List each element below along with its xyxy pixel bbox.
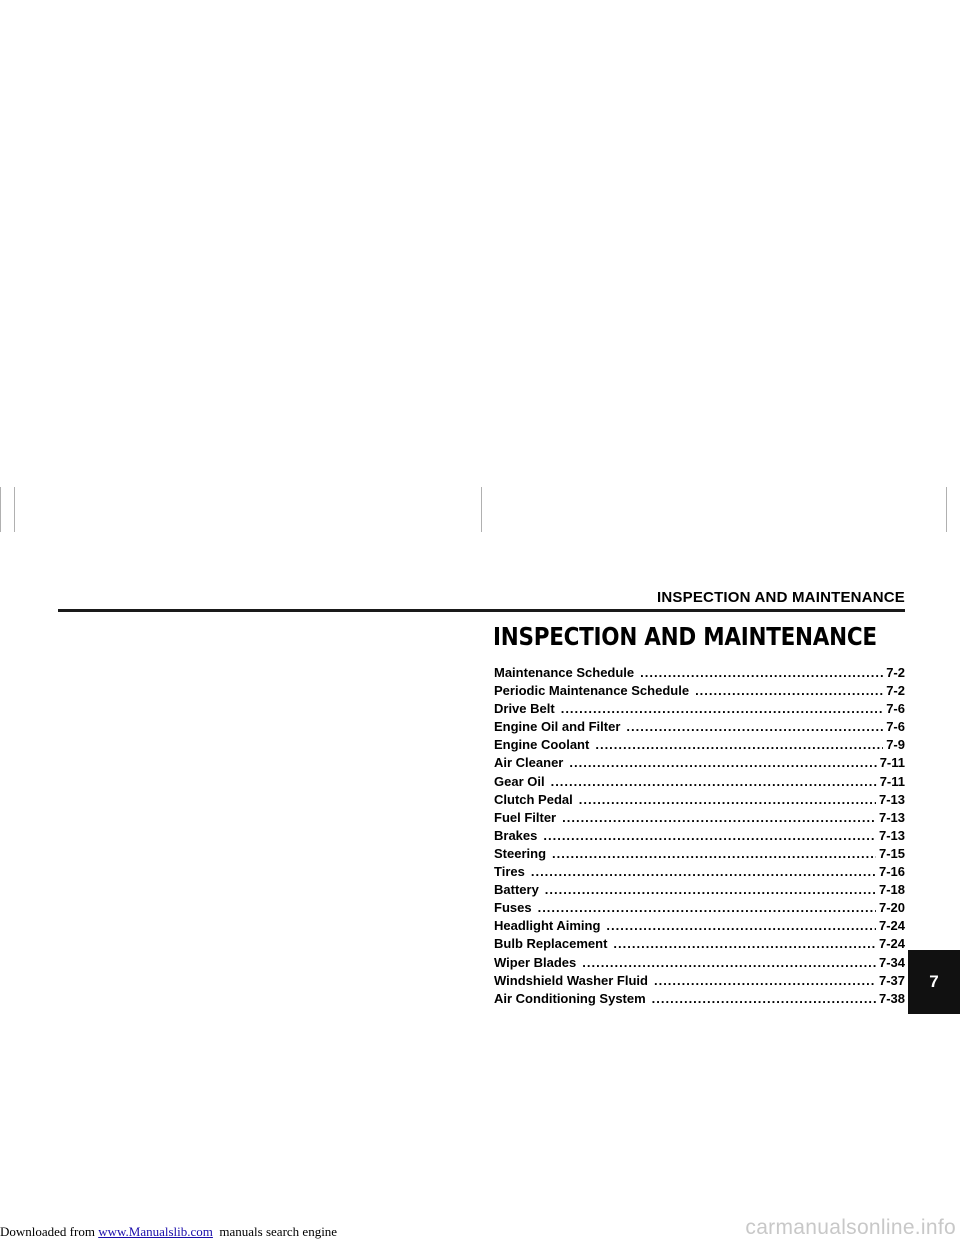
toc-entry[interactable]	[494, 864, 905, 882]
toc-entry-label: Headlight Aiming	[494, 918, 601, 934]
toc-entry-page: 7-9	[886, 737, 905, 753]
toc-entry[interactable]	[494, 683, 905, 701]
toc-entry-label: Tires	[494, 864, 525, 880]
toc-entry-label: Gear Oil	[494, 773, 545, 789]
chapter-tab	[908, 950, 960, 1014]
crop-mark	[481, 487, 482, 532]
toc-entry[interactable]	[494, 973, 905, 991]
toc-entry-label: Fuses	[494, 900, 532, 916]
footer	[0, 1224, 337, 1240]
manualslib-link[interactable]: www.Manualslib.com	[98, 1224, 213, 1239]
toc-entry[interactable]	[494, 719, 905, 737]
toc-leader-dots	[545, 882, 876, 897]
toc-entry-page: 7-11	[879, 755, 905, 771]
toc-entry[interactable]	[494, 737, 905, 755]
toc-entry-label: Air Cleaner	[494, 755, 564, 771]
toc-entry[interactable]	[494, 792, 905, 810]
toc-entry-page: 7-2	[886, 683, 905, 699]
toc-leader-dots	[561, 701, 884, 716]
toc-leader-dots	[531, 864, 876, 879]
toc-entry-label: Maintenance Schedule	[494, 665, 635, 680]
toc-entry-label: Engine Coolant	[494, 737, 590, 753]
toc-entry-page: 7-37	[878, 972, 905, 988]
crop-mark	[0, 487, 1, 532]
toc-leader-dots	[695, 683, 883, 698]
toc-entry[interactable]	[494, 828, 905, 846]
toc-entry-label: Clutch Pedal	[494, 791, 573, 807]
watermark: carmanualsonline.info	[745, 1216, 956, 1239]
toc-entry-label: Battery	[494, 882, 539, 898]
toc-entry[interactable]	[494, 991, 905, 1009]
footer-prefix: Downloaded from	[0, 1224, 99, 1239]
table-of-contents	[494, 665, 905, 1009]
toc-entry-label: Engine Oil and Filter	[494, 719, 621, 735]
toc-entry-label: Steering	[494, 845, 547, 861]
toc-entry[interactable]	[494, 701, 905, 719]
toc-entry-page: 7-6	[886, 719, 905, 735]
toc-entry-page: 7-34	[878, 954, 905, 970]
toc-entry-label: Brakes	[494, 827, 538, 843]
footer-suffix: manuals search engine	[212, 1224, 338, 1239]
header-rule	[58, 609, 905, 612]
toc-leader-dots	[613, 936, 876, 951]
toc-leader-dots	[582, 955, 876, 970]
toc-entry-label: Wiper Blades	[494, 954, 577, 970]
toc-entry-label: Bulb Replacement	[494, 936, 608, 952]
toc-entry-page: 7-11	[879, 773, 905, 789]
toc-entry-page: 7-13	[878, 791, 905, 807]
toc-entry-page: 7-20	[878, 900, 905, 916]
toc-entry-page: 7-13	[878, 827, 905, 843]
toc-entry-page: 7-38	[878, 990, 905, 1006]
toc-entry[interactable]	[494, 918, 905, 936]
toc-entry[interactable]	[494, 846, 905, 864]
toc-entry[interactable]	[494, 665, 905, 683]
toc-entry-page: 7-13	[878, 809, 905, 825]
crop-mark	[14, 487, 15, 532]
toc-entry-label: Windshield Washer Fluid	[494, 972, 648, 988]
toc-entry[interactable]	[494, 755, 905, 773]
toc-entry-page: 7-6	[886, 701, 905, 717]
toc-leader-dots	[626, 719, 883, 734]
toc-entry-label: Fuel Filter	[494, 809, 557, 825]
toc-leader-dots	[606, 918, 876, 933]
toc-leader-dots	[538, 900, 876, 915]
toc-leader-dots	[552, 846, 876, 861]
toc-entry-label: Drive Belt	[494, 701, 555, 717]
toc-entry-label: Air Conditioning System	[494, 990, 646, 1006]
toc-leader-dots	[595, 737, 883, 752]
toc-entry[interactable]	[494, 882, 905, 900]
toc-leader-dots	[543, 828, 876, 843]
toc-entry-page: 7-16	[878, 864, 905, 880]
toc-leader-dots	[551, 774, 877, 789]
toc-entry-page: 7-24	[878, 936, 905, 952]
toc-entry-label: Periodic Maintenance Schedule	[494, 683, 690, 699]
toc-entry[interactable]	[494, 955, 905, 973]
toc-leader-dots	[654, 973, 876, 988]
toc-leader-dots	[640, 665, 883, 680]
toc-entry[interactable]	[494, 900, 905, 918]
toc-entry[interactable]	[494, 936, 905, 954]
toc-entry-page: 7-2	[886, 665, 905, 680]
chapter-title: INSPECTION AND MAINTENANCE	[493, 622, 877, 651]
toc-leader-dots	[579, 792, 876, 807]
toc-entry-page: 7-15	[878, 845, 905, 861]
crop-mark	[946, 487, 947, 532]
toc-entry[interactable]	[494, 810, 905, 828]
section-header: INSPECTION AND MAINTENANCE	[657, 589, 905, 606]
toc-leader-dots	[569, 755, 876, 770]
toc-leader-dots	[652, 991, 876, 1006]
toc-entry-page: 7-18	[878, 882, 905, 898]
toc-leader-dots	[562, 810, 876, 825]
chapter-tab-number: 7	[929, 972, 939, 991]
toc-entry[interactable]	[494, 774, 905, 792]
toc-entry-page: 7-24	[878, 918, 905, 934]
